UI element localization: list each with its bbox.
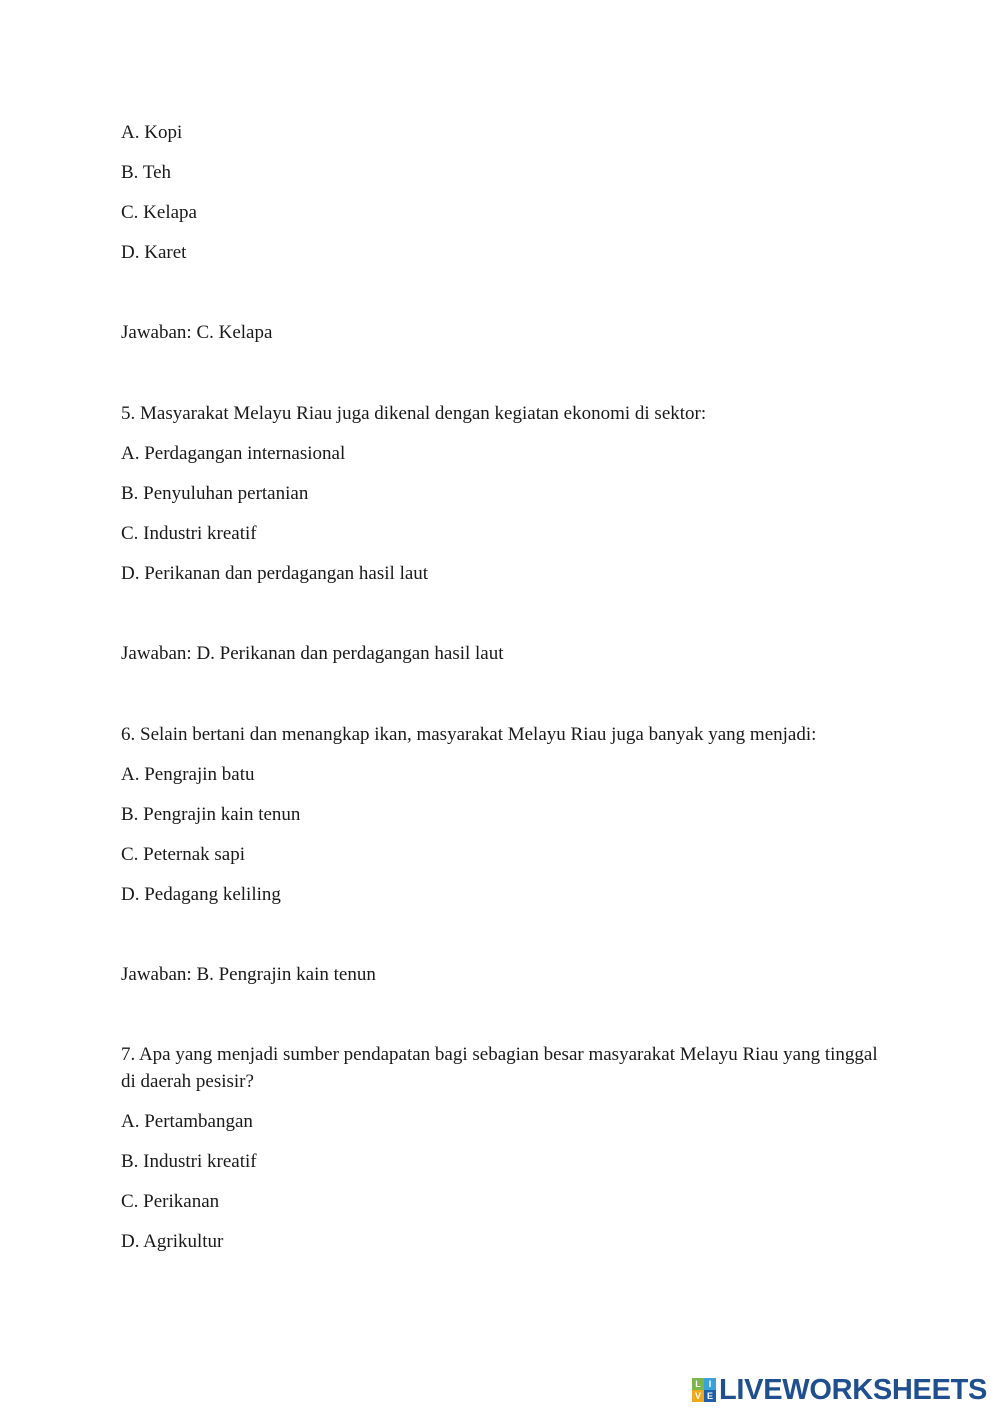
- q6-option-c: C. Peternak sapi: [121, 844, 246, 865]
- q4-option-b: B. Teh: [121, 162, 172, 183]
- q7-option-a: A. Pertambangan: [121, 1111, 253, 1132]
- q5-option-c: C. Industri kreatif: [121, 523, 257, 544]
- q5-option-d: D. Perikanan dan perdagangan hasil laut: [121, 563, 429, 584]
- logo-letter: L: [692, 1378, 704, 1390]
- q6-answer: Jawaban: B. Pengrajin kain tenun: [121, 964, 376, 985]
- q4-option-a: A. Kopi: [121, 122, 183, 143]
- q4-option-c: C. Kelapa: [121, 202, 197, 223]
- q5-answer: Jawaban: D. Perikanan dan perdagangan hasil laut: [121, 643, 504, 664]
- q7-option-d: D. Agrikultur: [121, 1231, 224, 1252]
- logo-letter: E: [704, 1390, 716, 1402]
- q4-option-d: D. Karet: [121, 242, 187, 263]
- liveworksheets-logo-text: LIVEWORKSHEETS: [719, 1373, 988, 1406]
- q6-option-b: B. Pengrajin kain tenun: [121, 804, 301, 825]
- q5-option-b: B. Penyuluhan pertanian: [121, 483, 309, 504]
- q7-question: 7. Apa yang menjadi sumber pendapatan bagi sebagian besar masyarakat Melayu Riau yang tinggal di daerah pesisir?: [121, 1044, 878, 1092]
- q4-answer: Jawaban: C. Kelapa: [121, 322, 273, 343]
- q6-option-d: D. Pedagang keliling: [121, 884, 281, 905]
- q7-option-b: B. Industri kreatif: [121, 1151, 257, 1172]
- logo-letter: V: [692, 1390, 704, 1402]
- q5-question: 5. Masyarakat Melayu Riau juga dikenal dengan kegiatan ekonomi di sektor:: [121, 403, 707, 424]
- liveworksheets-logo: [692, 1374, 987, 1406]
- q7-option-c: C. Perikanan: [121, 1191, 220, 1212]
- q6-option-a: A. Pengrajin batu: [121, 764, 255, 785]
- logo-letter: I: [704, 1378, 716, 1390]
- q5-option-a: A. Perdagangan internasional: [121, 443, 346, 464]
- liveworksheets-logo-icon: [692, 1378, 716, 1402]
- q6-question: 6. Selain bertani dan menangkap ikan, masyarakat Melayu Riau juga banyak yang menjadi:: [121, 724, 817, 745]
